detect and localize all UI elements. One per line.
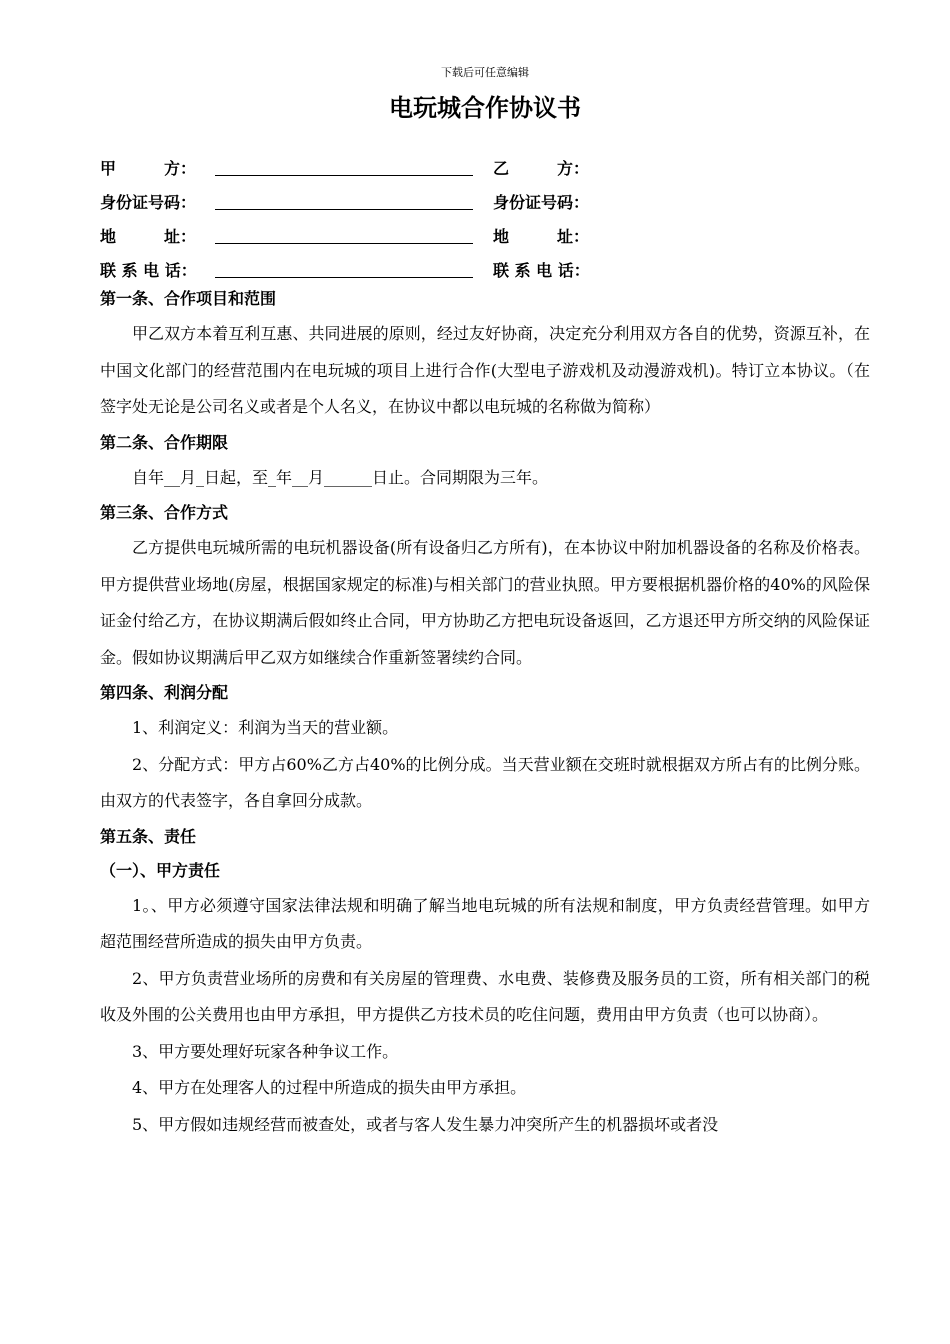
article-4-paragraph-2: 2、分配方式：甲方占60%乙方占40%的比例分成。当天营业额在交班时就根据双方所占有的比例分账。由双方的代表签字，各自拿回分成款。 — [100, 754, 870, 810]
article-5-paragraph-5: 5、甲方假如违规经营而被查处，或者与客人发生暴力冲突所产生的机器损坏或者没 — [132, 1114, 719, 1134]
article-5-paragraph-4: 4、甲方在处理客人的过程中所造成的损失由甲方承担。 — [132, 1078, 527, 1097]
party-row-id-number — [100, 180, 870, 214]
party-a-blank-line — [215, 155, 473, 176]
document-page — [100, 60, 870, 1143]
address-b-label: 地 址： — [493, 227, 590, 246]
party-b-label: 乙 方： — [493, 159, 590, 178]
article-4-paragraph-1: 1、利润定义：利润为当天的营业额。 — [132, 718, 399, 737]
document-title: 电玩城合作协议书 — [389, 94, 581, 122]
article-1-heading: 第一条、合作项目和范围 — [100, 289, 277, 308]
article-4-heading: 第四条、利润分配 — [100, 683, 229, 702]
article-3-paragraph: 乙方提供电玩城所需的电玩机器设备(所有设备归乙方所有)，在本协议中附加机器设备的名称及价格表。甲方提供营业场地(房屋，根据国家规定的标准)与相关部门的营业执照。甲方要根据机器价格的40%的风险保证金付给乙方，在协议期满后假如终止合同，甲方协助乙方把电玩设备返回，乙方退还甲方所交纳的风险保证金。假如协议期满后甲乙双方如继续合作重新签署续约合同。 — [100, 538, 870, 667]
header-note: 下载后可任意编辑 — [441, 66, 529, 79]
article-1-paragraph: 甲乙双方本着互利互惠、共同进展的原则，经过友好协商，决定充分利用双方各自的优势，资源互补，在中国文化部门的经营范围内在电玩城的项目上进行合作(大型电子游戏机及动漫游戏机)。特订立本协议。（在签字处无论是公司名义或者是个人名义，在协议中都以电玩城的名称做为简称） — [100, 324, 870, 416]
phone-b-label: 联 系 电 话： — [493, 261, 590, 280]
party-info-block — [100, 146, 870, 282]
party-row-phone — [100, 248, 870, 282]
party-row-address — [100, 214, 870, 248]
article-5-heading: 第五条、责任 — [100, 826, 197, 846]
article-2-heading: 第二条、合作期限 — [100, 432, 229, 452]
article-3-heading: 第三条、合作方式 — [100, 503, 229, 522]
article-2-paragraph: 自年__月_日起，至_年__月______日止。合同期限为三年。 — [132, 467, 549, 487]
article-5-subheading-party-a: （一）、甲方责任 — [100, 860, 221, 880]
phone-a-blank-line — [215, 257, 473, 278]
id-number-b-label: 身份证号码： — [493, 193, 590, 212]
party-a-label: 甲 方： — [100, 159, 197, 178]
id-number-a-blank-line — [215, 189, 473, 210]
phone-a-label: 联 系 电 话： — [100, 261, 197, 280]
article-5-paragraph-2: 2、甲方负责营业场所的房费和有关房屋的管理费、水电费、装修费及服务员的工资，所有相关部门的税收及外围的公关费用也由甲方承担，甲方提供乙方技术员的吃住问题，费用由甲方负责（也可以协商）。 — [100, 968, 870, 1024]
article-5-paragraph-3: 3、甲方要处理好玩家各种争议工作。 — [132, 1041, 399, 1061]
article-5-paragraph-1: 1。、甲方必须遵守国家法律法规和明确了解当地电玩城的所有法规和制度，甲方负责经营管理。如甲方超范围经营所造成的损失由甲方负责。 — [100, 895, 870, 951]
id-number-a-label: 身份证号码： — [100, 193, 197, 212]
address-a-label: 地 址： — [100, 227, 197, 246]
address-a-blank-line — [215, 223, 473, 244]
party-row-party-a — [100, 146, 870, 180]
